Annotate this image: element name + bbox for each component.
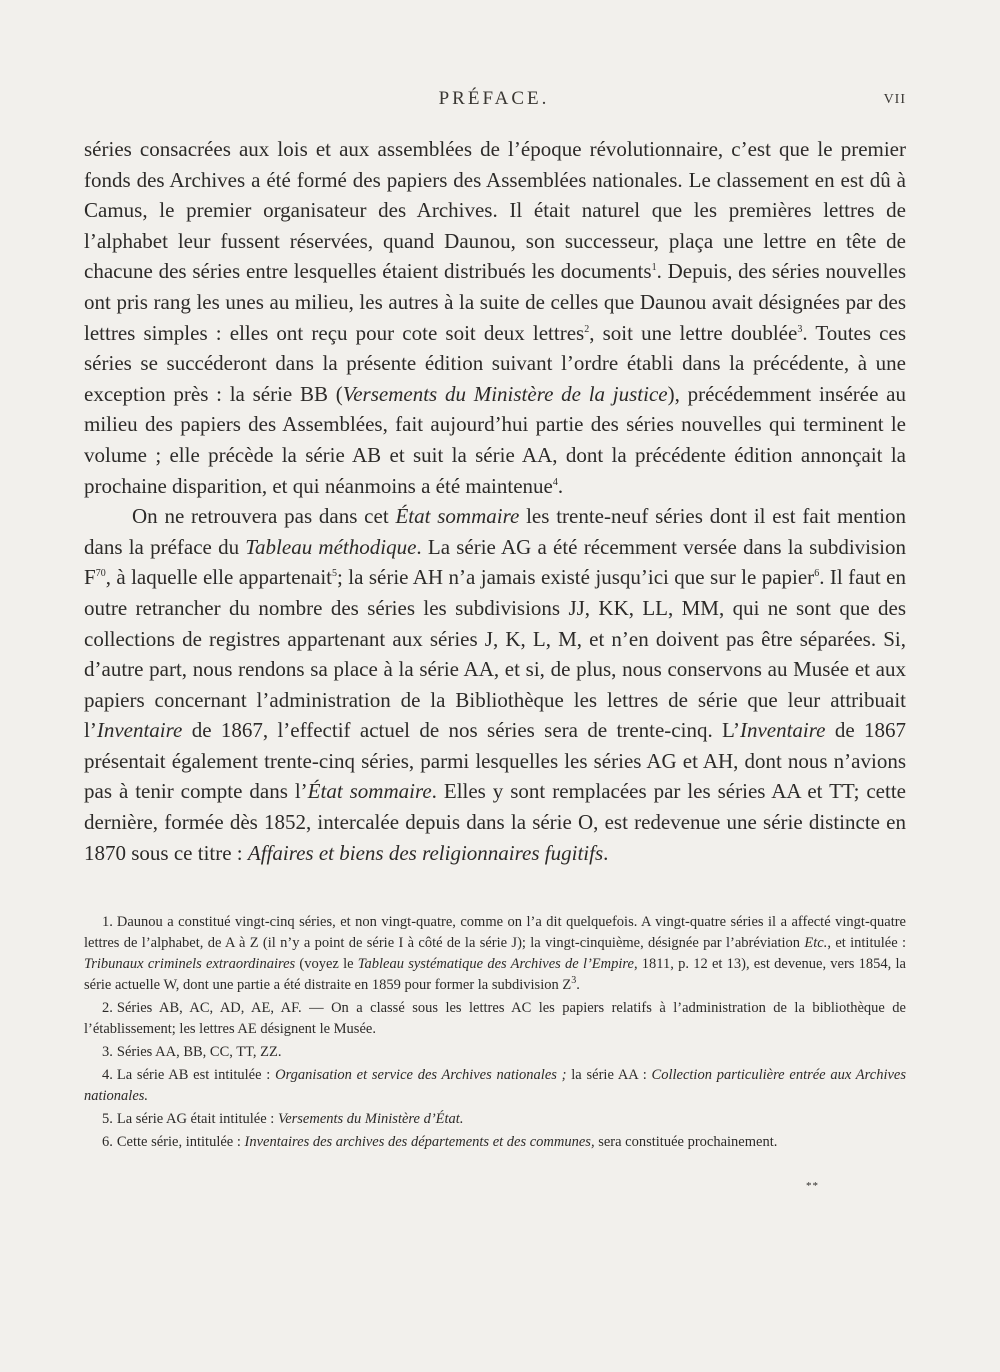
text-run: , et intitulée : (827, 935, 907, 951)
text-run: , 1811, p. 12 et 13), est devenue, vers 1854, la série actuelle W, dont une partie a été distraite en 1859 pour former la subdivision Z (84, 956, 906, 993)
text-run: . (603, 840, 609, 865)
paragraph-1 (84, 134, 906, 501)
text-run: . Toutes ces séries se succéderont dans la présente édition suivant l’ordre établi dans la précédente, à une exception près : la série BB ( (84, 320, 906, 406)
italic-title: Organisation et service des Archives nationales ; (275, 1067, 567, 1083)
text-run: ; la série AH n’a jamais existé jusqu’ici que sur le papier (337, 565, 815, 590)
text-run: séries consacrées aux lois et aux assemblées de l’époque révolutionnaire, c’est que le premier fonds des Archives a été formé des papiers des Assemblées nationales. Le classement en est dû à Camus, le premier organisateur des Archives. Il était naturel que les premières lettres de l’alphabet leur fussent réservées, quand Daunou, son successeur, plaça une lettre en tête de chacune des séries entre lesquelles étaient distribués les documents (84, 137, 906, 284)
italic-title: État sommaire (307, 779, 432, 804)
italic-title: Inventaire (96, 718, 183, 743)
footnote-5 (84, 1109, 906, 1130)
footnote-number: 1. (102, 914, 113, 930)
footnote-ref-6: 6 (814, 568, 820, 580)
italic-title: Tableau systématique des Archives de l’Empire (357, 956, 634, 972)
text-run: Séries AB, AC, AD, AE, AF. — On a classé sous les lettres AC les papiers relatifs à l’administration de la bibliothèque de l’établissement; les lettres AE désignent le Musée. (84, 1000, 906, 1037)
footnote-number: 6. (102, 1134, 113, 1150)
italic-title: Versements du Ministère d’État. (277, 1111, 464, 1127)
text-run: Cette série, intitulée : (116, 1134, 245, 1150)
italic-title: Tribunaux criminels extraordinaires (84, 956, 296, 972)
page-number: VII (883, 92, 906, 107)
text-run: de 1867, l’effectif actuel de nos séries sera de trente-cinq. L’ (182, 718, 740, 743)
footnote-ref-3: 3 (797, 323, 803, 335)
italic-title: Inventaires des archives des départements et des communes, (244, 1134, 595, 1150)
text-run: les trente-neuf séries dont il est fait mention dans la préface du (84, 504, 906, 559)
text-run: , à laquelle elle appartenait (105, 565, 333, 590)
footnote-ref-5: 5 (332, 568, 338, 580)
text-run: . (576, 977, 580, 993)
text-run: La série AB est intitulée : (116, 1067, 276, 1083)
text-run: . Elles y sont remplacées par les séries AA et TT; cette dernière, formée dès 1852, intercalée depuis dans la série O, est redevenue une série distincte en 1870 sous ce titre : (84, 779, 906, 865)
text-run: . Depuis, des séries nouvelles ont pris rang les unes au milieu, les autres à la suite de celles que Daunou avait désignées par des lettres simples : elles ont reçu pour cote soit deux lettres (84, 259, 906, 345)
italic-title: Affaires et biens des religionnaires fugitifs (247, 840, 604, 865)
text-run: sera constituée prochainement. (594, 1134, 778, 1150)
paragraph-2 (84, 501, 906, 868)
footnote-4 (84, 1065, 906, 1107)
footnotes (84, 912, 906, 1155)
italic-title: Versements du Ministère de la justice (342, 381, 668, 406)
text-run: La série AG était intitulée : (116, 1111, 278, 1127)
footnote-ref-2: 2 (584, 323, 590, 335)
main-text (84, 134, 906, 868)
footnote-number: 2. (102, 1000, 113, 1016)
footnote-6 (84, 1132, 906, 1153)
superscript: 3 (571, 975, 577, 987)
italic-title: Tableau méthodique (245, 534, 417, 559)
page-title: PRÉFACE. (438, 88, 550, 109)
running-head (84, 88, 904, 118)
footnote-ref-4: 4 (552, 476, 558, 488)
footnote-1 (84, 912, 906, 996)
text-run: ), précédemment insérée au milieu des papiers des Assemblées, fait aujourd’hui partie des séries nouvelles qui terminent le volume ; elle précède la série AB et suit la série AA, dont la précédente édition annonçait la prochaine disparition, et qui néanmoins a été maintenue (84, 381, 906, 498)
text-run: , soit une lettre doublée (589, 320, 798, 345)
text-run: la série AA : (566, 1067, 652, 1083)
text-run: . Il faut en outre retrancher du nombre des séries les subdivisions JJ, KK, LL, MM, qui ne sont que des collections de registres appartenant aux séries J, K, L, M, et n’en doivent pas être séparées. Si, d’autre part, nous rendons sa place à la série AA, et si, de plus, nous conservons au Musée et aux papiers concernant l’administration de la Bibliothèque les lettres de série que leur attribuait l’ (84, 565, 906, 743)
footnote-2 (84, 998, 906, 1040)
footnote-number: 3. (102, 1044, 113, 1060)
text-run: . (557, 473, 564, 498)
text-run: On ne retrouvera pas dans cet (132, 504, 396, 529)
text-run: . La série AG a été récemment versée dans la subdivision F (84, 534, 906, 590)
footnote-ref-1: 1 (651, 262, 657, 274)
text-run: Daunou a constitué vingt-cinq séries, et non vingt-quatre, comme on l’a dit quelquefois. A vingt-quatre séries il a affecté vingt-quatre lettres de l’alphabet, de A à Z (il n’y a point de série I à côté de la série J); la vingt-cinquième, désignée par l’abréviation (84, 914, 906, 951)
signature-mark: ** (806, 1180, 819, 1192)
text-run: de 1867 présentait également trente-cinq séries, parmi lesquelles les séries AG et AH, dont nous n’avions pas à tenir compte dans l’ (84, 718, 906, 804)
superscript: 70 (95, 568, 106, 580)
footnote-3 (84, 1042, 906, 1063)
italic-title: Collection particulière entrée aux Archives nationales. (84, 1067, 906, 1104)
footnote-number: 5. (102, 1111, 113, 1127)
footnote-number: 4. (102, 1067, 113, 1083)
italic-title: Etc. (804, 935, 828, 951)
italic-title: État sommaire (395, 504, 520, 529)
text-run: (voyez le (295, 956, 358, 972)
italic-title: Inventaire (739, 718, 826, 743)
text-run: Séries AA, BB, CC, TT, ZZ. (116, 1044, 282, 1060)
